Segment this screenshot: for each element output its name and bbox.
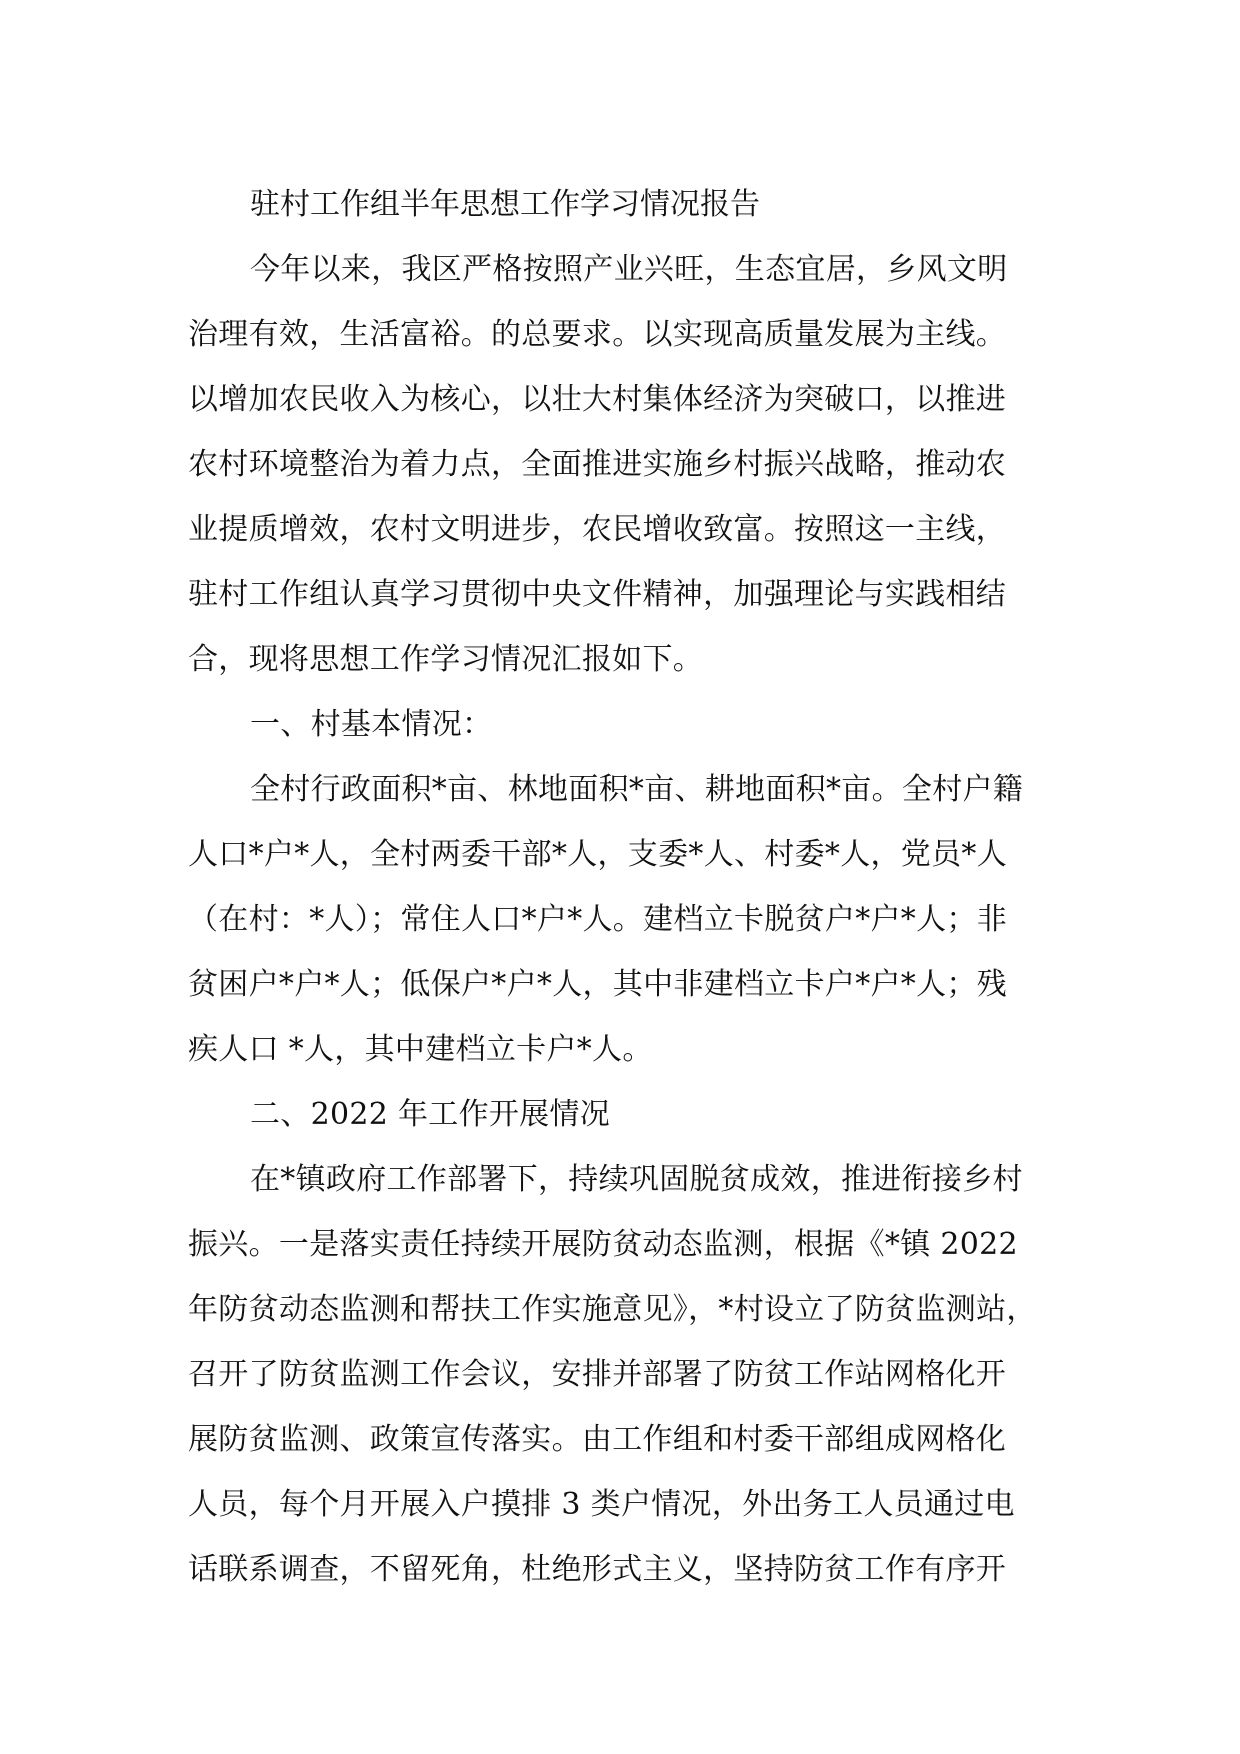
section-heading-text: 一、村基本情况： — [250, 707, 493, 742]
section-heading-text: 二、2022 年工作开展情况 — [250, 1097, 611, 1132]
text-line: 全村行政面积*亩、林地面积*亩、耕地面积*亩。全村户籍 — [250, 772, 1024, 807]
text-line: 人员，每个月开展入户摸排 3 类户情况，外出务工人员通过电 — [188, 1487, 1015, 1522]
text-line: 治理有效，生活富裕。的总要求。以实现高质量发展为主线。 — [188, 317, 1007, 352]
document-title: 驻村工作组半年思想工作学习情况报告 — [250, 187, 760, 222]
text-line: 召开了防贫监测工作会议，安排并部署了防贫工作站网格化开 — [188, 1357, 1007, 1392]
text-line: 贫困户*户*人；低保户*户*人，其中非建档立卡户*户*人；残 — [188, 967, 1007, 1002]
text-line: 人口*户*人，全村两委干部*人，支委*人、村委*人，党员*人 — [188, 837, 1007, 872]
text-line: 业提质增效，农村文明进步，农民增收致富。按照这一主线， — [188, 512, 1007, 547]
text-line: 在*镇政府工作部署下，持续巩固脱贫成效，推进衔接乡村 — [250, 1162, 1023, 1197]
text-line: 话联系调查，不留死角，杜绝形式主义，坚持防贫工作有序开 — [188, 1552, 1007, 1587]
section-heading-1 — [188, 692, 1088, 757]
paragraph-intro — [188, 237, 1088, 692]
text-line: 振兴。一是落实责任持续开展防贫动态监测，根据《*镇 2022 — [188, 1227, 1018, 1262]
text-line: 合，现将思想工作学习情况汇报如下。 — [188, 642, 704, 677]
text-line: 驻村工作组认真学习贯彻中央文件精神，加强理论与实践相结 — [188, 577, 1007, 612]
text-line: 农村环境整治为着力点，全面推进实施乡村振兴战略，推动农 — [188, 447, 1007, 482]
text-line: 展防贫监测、政策宣传落实。由工作组和村委干部组成网格化 — [188, 1422, 1007, 1457]
section-heading-2 — [188, 1082, 1088, 1147]
text-line: 年防贫动态监测和帮扶工作实施意见》，*村设立了防贫监测站， — [188, 1292, 1037, 1327]
text-line: （在村：*人）；常住人口*户*人。建档立卡脱贫户*户*人；非 — [188, 902, 1007, 937]
document-body — [188, 172, 1088, 1602]
text-line: 以增加农民收入为核心，以壮大村集体经济为突破口，以推进 — [188, 382, 1007, 417]
text-line: 今年以来，我区严格按照产业兴旺，生态宜居，乡风文明 — [250, 252, 1008, 287]
text-line: 疾人口 *人，其中建档立卡户*人。 — [188, 1032, 653, 1067]
paragraph-village-info — [188, 757, 1088, 1082]
paragraph-work-progress — [188, 1147, 1088, 1602]
